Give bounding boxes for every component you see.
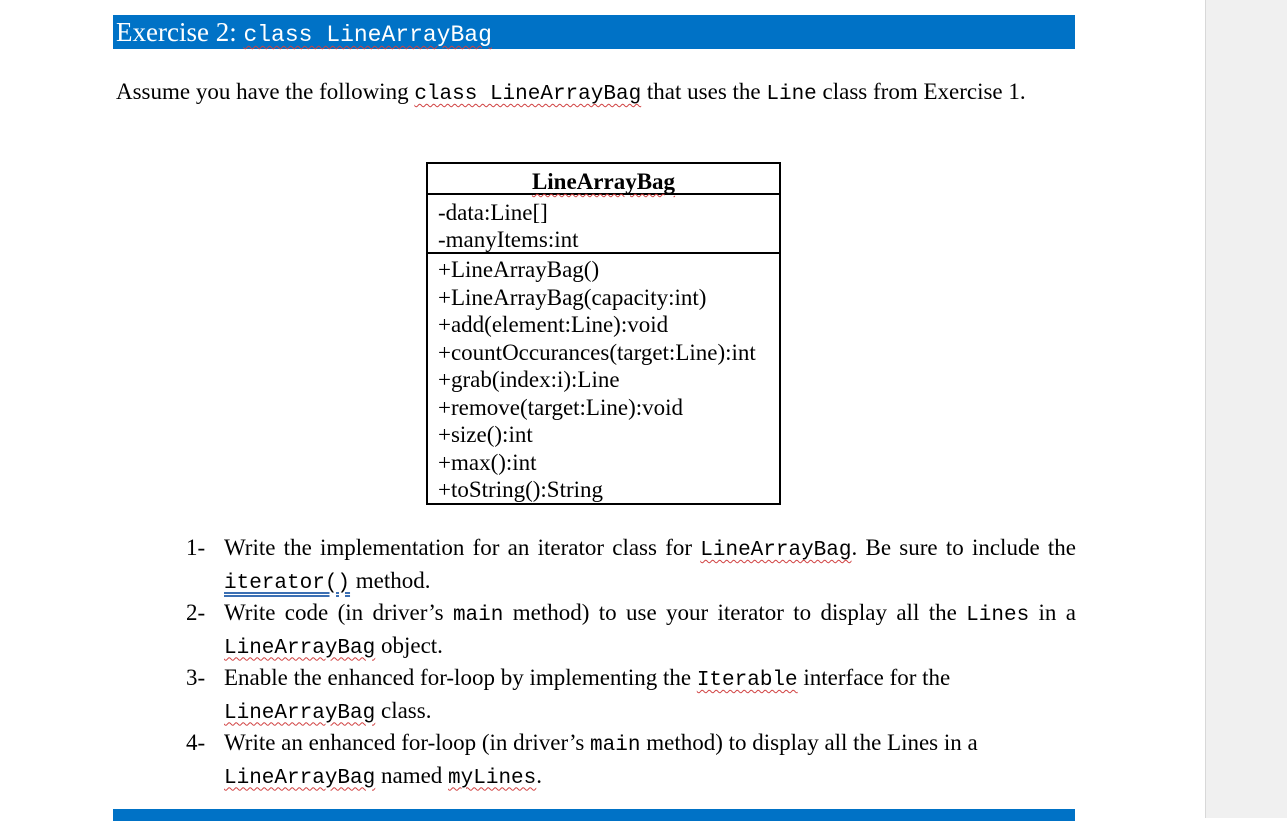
- uml-method: +LineArrayBag(): [438, 257, 600, 282]
- task-text: method) to display all the Lines in a: [640, 730, 978, 755]
- uml-method: +max():int: [438, 449, 537, 475]
- task-text: Write an enhanced for-loop (in driver’s: [224, 730, 591, 755]
- uml-method: +grab(index:i):Line: [438, 367, 620, 392]
- task-text: Write the implementation for an iterator class for: [224, 535, 701, 560]
- task-list: [186, 533, 1076, 793]
- task-text: object.: [375, 632, 443, 658]
- uml-attribute: -data:Line[]: [438, 200, 548, 225]
- task-text: named: [375, 762, 449, 788]
- uml-class-name: [428, 164, 779, 195]
- task-code: Lines: [966, 604, 1030, 627]
- uml-method: +countOccurances(target:Line):int: [438, 339, 756, 365]
- intro-text-3: class from Exercise 1.: [816, 79, 1026, 104]
- task-code: main: [452, 604, 504, 627]
- uml-method: +toString():String: [438, 477, 604, 502]
- list-item-text: [224, 598, 1076, 663]
- list-item: [186, 728, 1076, 793]
- next-exercise-heading-bar: [113, 809, 1075, 821]
- uml-class-diagram: [426, 162, 781, 505]
- uml-attributes: [428, 195, 779, 254]
- list-item-text: [224, 663, 1076, 728]
- intro-text-1: Assume you have the following: [116, 79, 415, 104]
- list-item: [186, 533, 1076, 598]
- intro-paragraph: [116, 77, 1078, 109]
- task-code: Iterable: [696, 669, 798, 692]
- task-code: LineArrayBag: [224, 766, 376, 790]
- task-code: myLines: [448, 766, 537, 790]
- uml-method: +size():int: [438, 422, 533, 447]
- task-text: class.: [375, 697, 432, 723]
- heading-prefix: Exercise 2:: [116, 17, 244, 47]
- list-item: [186, 598, 1076, 663]
- task-text: .: [536, 762, 543, 788]
- task-code: LineArrayBag: [700, 539, 852, 562]
- heading-code: class LineArrayBag: [243, 22, 492, 48]
- uml-class-name-text: LineArrayBag: [531, 169, 676, 194]
- task-text: Write code (in driver’s: [224, 600, 453, 625]
- list-item-number: 4-: [186, 730, 206, 755]
- uml-method: +add(element:Line):void: [438, 312, 669, 337]
- task-text: interface for the: [797, 665, 951, 690]
- uml-attribute: -manyItems:int: [438, 227, 579, 252]
- exercise-2-heading: [113, 15, 1075, 49]
- uml-method: +LineArrayBag(capacity:int): [438, 284, 707, 310]
- task-code: iterator(): [224, 571, 351, 595]
- intro-code-class: class LineArrayBag: [414, 83, 642, 106]
- list-item-text: [224, 728, 1076, 793]
- vertical-scrollbar-area[interactable]: [1205, 0, 1287, 818]
- list-item-text: [224, 533, 1076, 598]
- list-item-number: 3-: [186, 665, 206, 690]
- task-text: method.: [350, 567, 431, 593]
- task-text: in a: [1029, 600, 1076, 625]
- task-code: LineArrayBag: [224, 636, 376, 660]
- list-item-number: 1-: [186, 535, 206, 560]
- task-text: Enable the enhanced for-loop by implementing the: [224, 665, 697, 690]
- list-item: [186, 663, 1076, 728]
- task-text: method) to use your iterator to display all the: [503, 600, 967, 625]
- task-text: . Be sure to include the: [851, 535, 1076, 560]
- task-code: LineArrayBag: [224, 701, 376, 725]
- uml-methods: [428, 254, 779, 504]
- intro-code-line: Line: [766, 83, 817, 106]
- uml-method: +remove(target:Line):void: [438, 394, 684, 420]
- intro-text-2: that uses the: [641, 79, 767, 104]
- list-item-number: 2-: [186, 600, 206, 625]
- task-code: main: [590, 734, 641, 757]
